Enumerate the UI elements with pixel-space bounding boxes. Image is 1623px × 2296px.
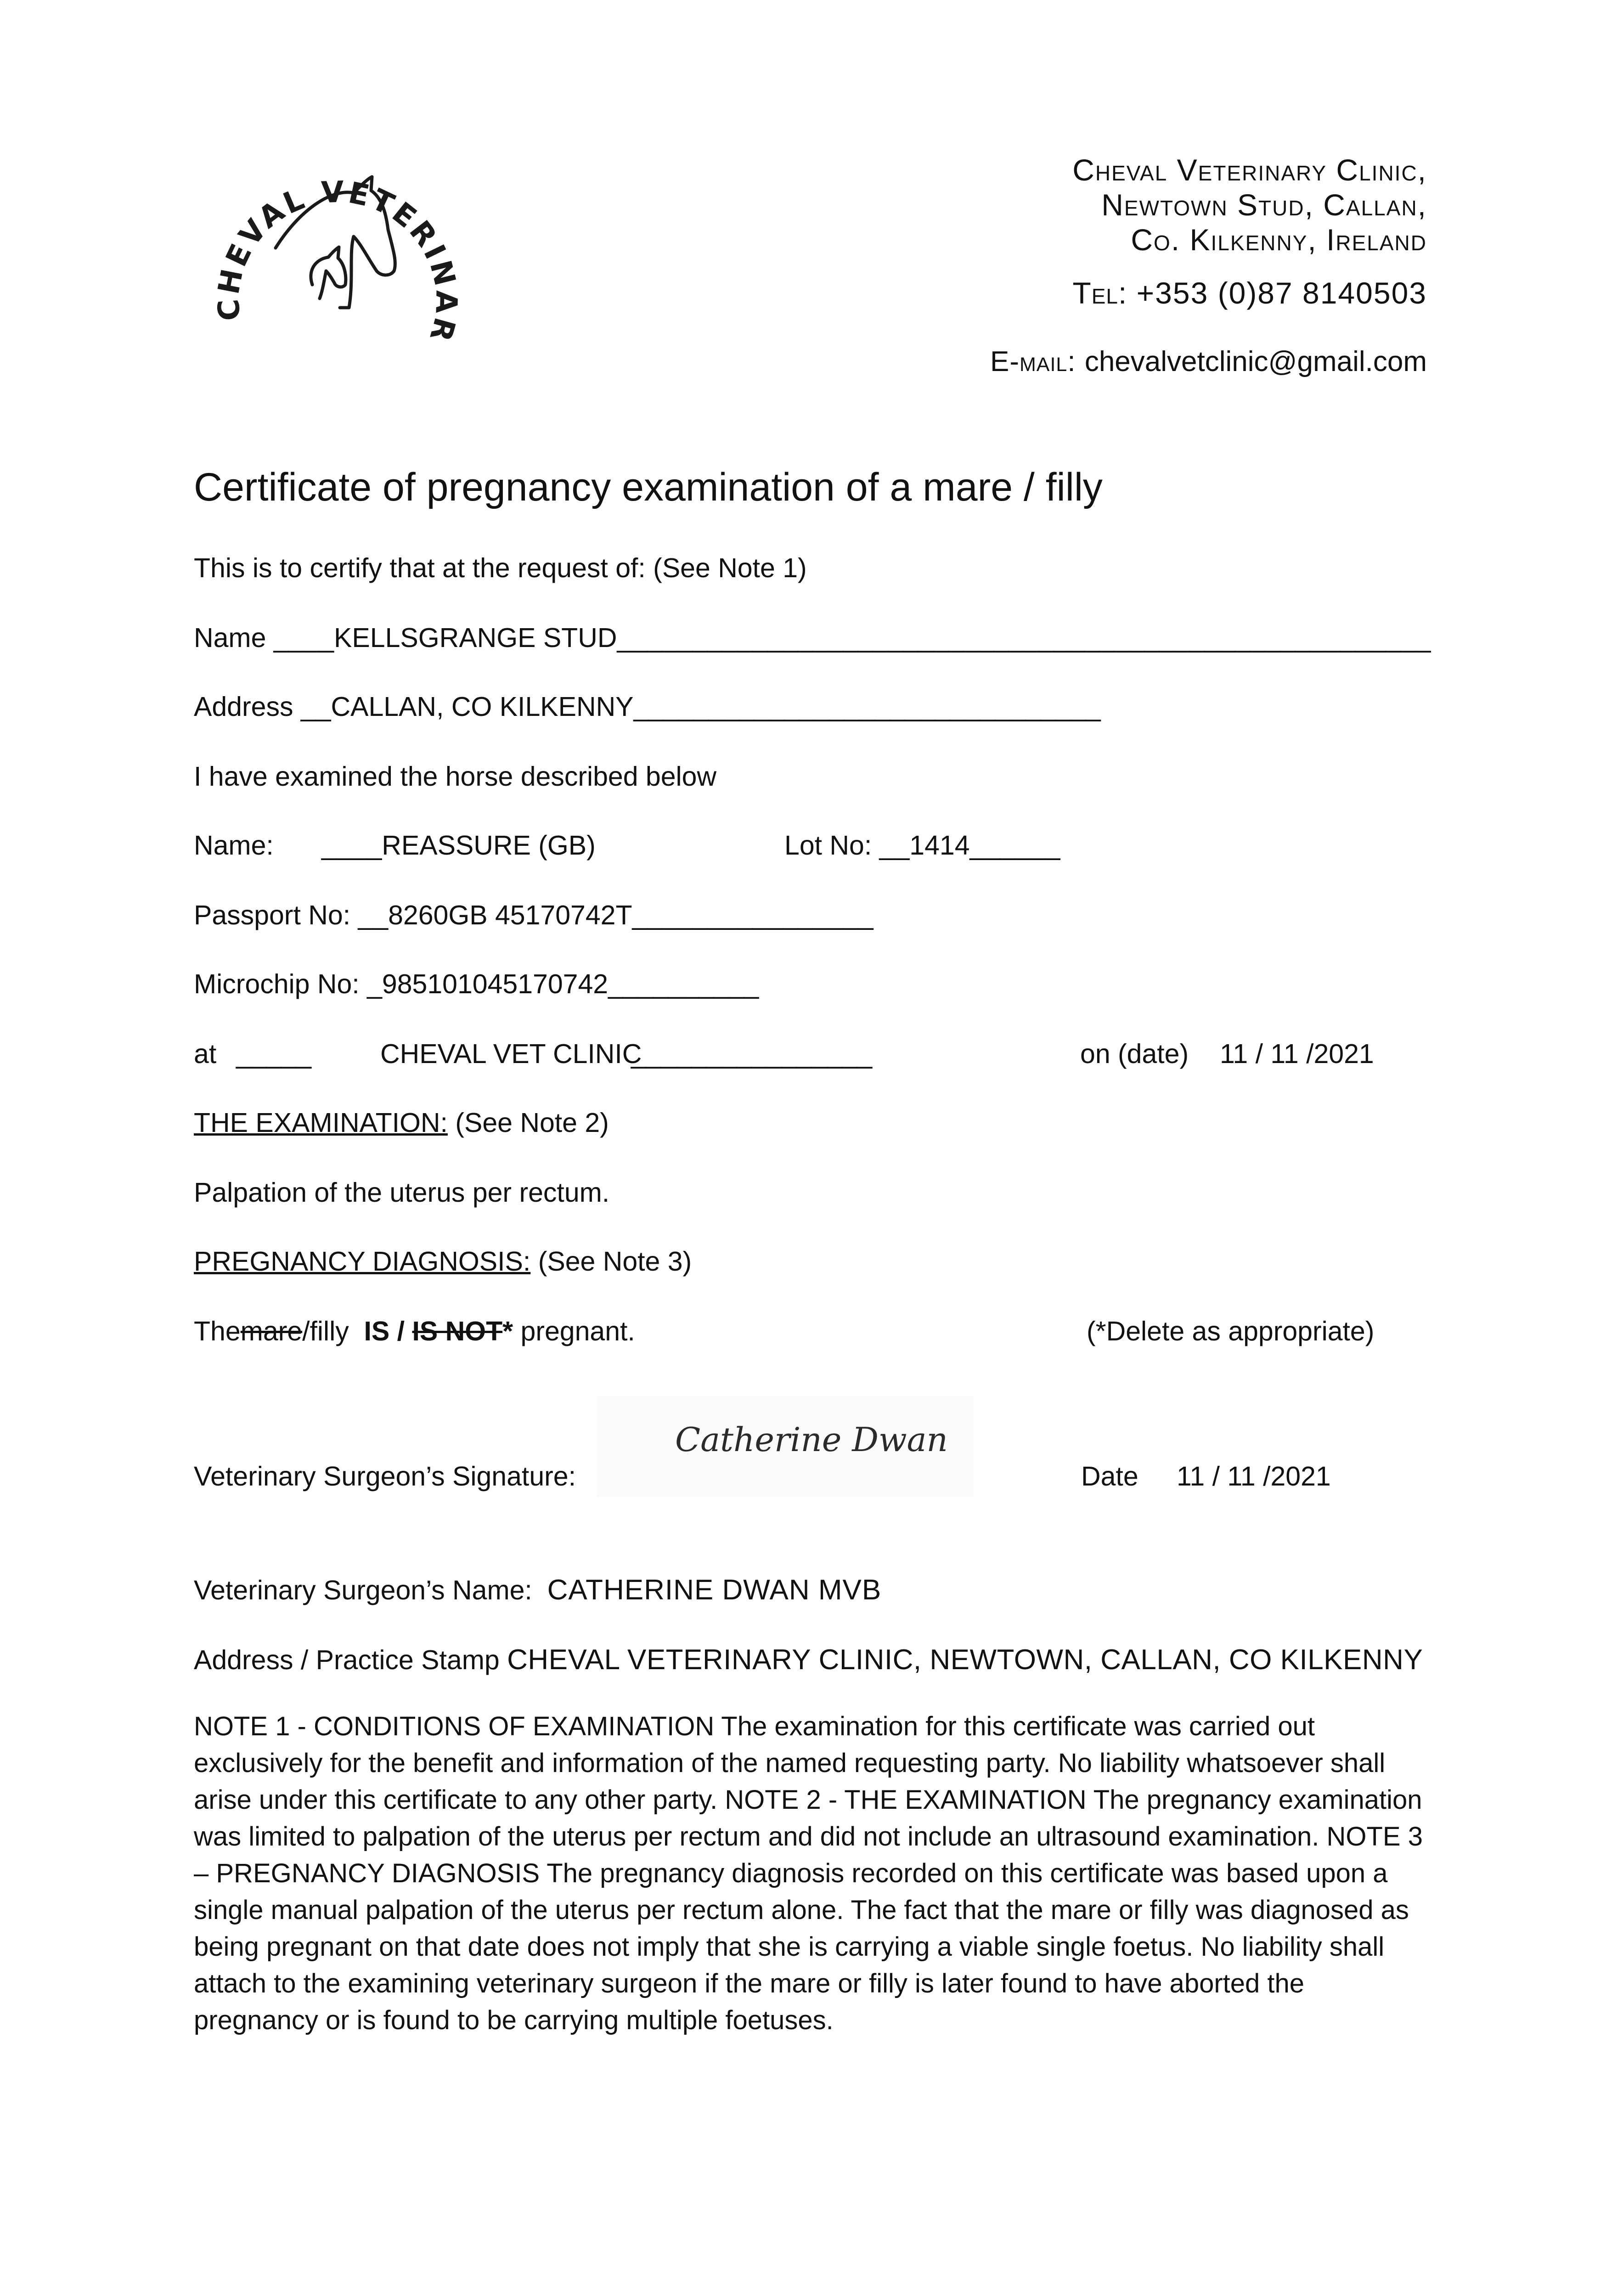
svg-text:CHEVAL VETERINARY CLINIC xyxy=(216,133,463,346)
requester-address-value: __CALLAN, CO KILKENNY_______________________________ xyxy=(300,692,1101,722)
horse-name-label: Name: xyxy=(194,830,274,861)
requester-name-label: Name xyxy=(194,623,266,653)
at-label: at xyxy=(194,1039,217,1069)
result-pregnant: pregnant. xyxy=(520,1316,635,1346)
practice-stamp-label: Address / Practice Stamp xyxy=(194,1645,500,1675)
surgeon-name-label: Veterinary Surgeon’s Name: xyxy=(194,1575,532,1605)
examination-note-ref: (See Note 2) xyxy=(455,1108,609,1138)
diagnosis-result-row xyxy=(194,1318,635,1345)
clinic-address-line: Newtown Stud, Callan, xyxy=(1101,188,1427,222)
email-label: E-mail: xyxy=(990,346,1076,377)
requester-name-row xyxy=(194,625,1431,652)
signature-date-label: Date xyxy=(1081,1461,1138,1491)
surgeon-name-row xyxy=(194,1576,881,1604)
requester-name-value: ____KELLSGRANGE STUD______________________________________________________ xyxy=(273,623,1431,653)
lot-value: __1414______ xyxy=(879,830,1060,861)
clinic-email xyxy=(990,345,1427,378)
tel-label: Tel: xyxy=(1072,276,1127,310)
result-is: IS / xyxy=(364,1316,405,1346)
horse-logo-icon xyxy=(216,133,464,354)
exam-date-value: 11 / 11 /2021 xyxy=(1220,1039,1374,1069)
clinic-logo xyxy=(216,133,464,354)
signature-label: Veterinary Surgeon’s Signature: xyxy=(194,1461,576,1491)
passport-label: Passport No: xyxy=(194,900,351,930)
at-blank: _____ xyxy=(236,1039,312,1069)
exam-date-label: on (date) xyxy=(1080,1039,1189,1069)
signature xyxy=(597,1396,974,1497)
microchip-label: Microchip No: xyxy=(194,969,360,999)
result-mare-struck: mare xyxy=(240,1316,303,1346)
diagnosis-heading: PREGNANCY DIAGNOSIS: xyxy=(194,1246,531,1277)
horse-name-value: ____REASSURE (GB) xyxy=(321,830,596,861)
signature-script: Catherine Dwan xyxy=(675,1420,948,1459)
email-value: chevalvetclinic@gmail.com xyxy=(1084,346,1427,377)
clinic-name-line: Cheval Veterinary Clinic, xyxy=(1072,153,1427,187)
examination-heading-row xyxy=(194,1109,609,1137)
passport-value: __8260GB 45170742T________________ xyxy=(358,900,873,930)
result-asterisk: * xyxy=(502,1316,513,1346)
examination-text: Palpation of the uterus per rectum. xyxy=(194,1177,610,1208)
clinic-tel xyxy=(1072,276,1427,310)
certificate-notes: NOTE 1 - CONDITIONS OF EXAMINATION The examination for this certificate was carried out exclusively for the benefit and information of the named requesting party. No liability whatsoever shall arise under this certificate to any other party. NOTE 2 - THE EXAMINATION The pregnancy examination was limited to palpation of the uterus per rectum and did not include an ultrasound examination. NOTE 3 – PREGNANCY DIAGNOSIS The pregnancy diagnosis recorded on this certificate was based upon a single manual palpation of the uterus per rectum alone. The fact that the mare or filly was diagnosed as being pregnant on that date does not imply that she is carrying a viable single foetus. No liability shall attach to the examining veterinary surgeon if the mare or filly is later found to have aborted the pregnancy or is found to be carrying multiple foetuses. xyxy=(194,1711,1423,2035)
tel-value: +353 (0)87 8140503 xyxy=(1136,276,1427,310)
lot-label: Lot No: xyxy=(784,830,872,861)
intro-text: This is to certify that at the request of: (See Note 1) xyxy=(194,553,807,583)
clinic-county-line: Co. Kilkenny, Ireland xyxy=(1131,223,1427,257)
diagnosis-heading-row xyxy=(194,1248,692,1275)
signature-date-value: 11 / 11 /2021 xyxy=(1177,1461,1331,1491)
result-filly: /filly xyxy=(302,1316,349,1346)
practice-stamp-value: CHEVAL VETERINARY CLINIC, NEWTOWN, CALLAN, CO KILKENNY xyxy=(507,1644,1423,1676)
microchip-row xyxy=(194,971,759,998)
passport-row xyxy=(194,902,873,929)
surgeon-name-value: CATHERINE DWAN MVB xyxy=(547,1574,882,1606)
logo-text: EVAL VETERINAR xyxy=(219,175,463,346)
examination-heading: THE EXAMINATION: xyxy=(194,1108,448,1138)
result-the: The xyxy=(194,1316,241,1346)
exam-location: CHEVAL VET CLINIC xyxy=(380,1039,642,1069)
diagnosis-note-ref: (See Note 3) xyxy=(538,1246,692,1277)
practice-stamp-row xyxy=(194,1646,1423,1674)
requester-address-row xyxy=(194,693,1101,720)
exam-location-trailing: ________________ xyxy=(631,1039,873,1069)
page-title: Certificate of pregnancy examination of a mare / filly xyxy=(194,465,1103,509)
lot-row xyxy=(784,832,1060,859)
delete-note: (*Delete as appropriate) xyxy=(1087,1316,1375,1346)
examined-text: I have examined the horse described below xyxy=(194,761,717,792)
microchip-value: _985101045170742__________ xyxy=(367,969,759,999)
handwritten-signature-icon xyxy=(597,1396,974,1497)
result-is-not-struck: IS NOT xyxy=(412,1316,503,1346)
requester-address-label: Address xyxy=(194,692,293,722)
